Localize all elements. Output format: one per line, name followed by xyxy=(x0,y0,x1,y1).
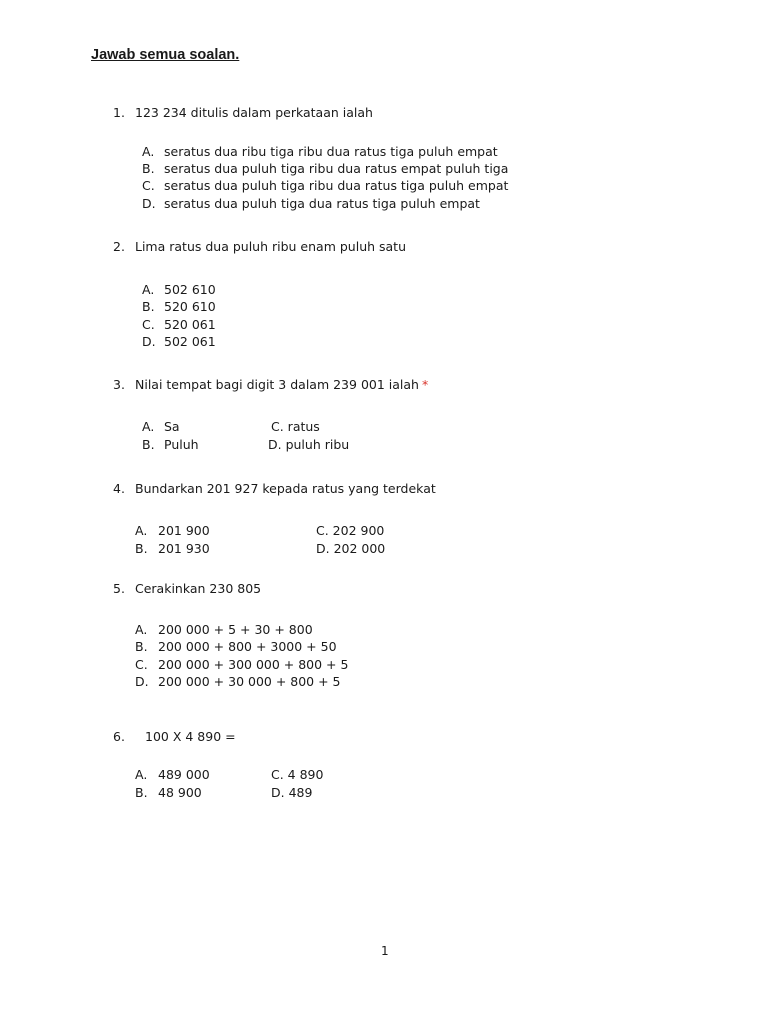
question-text: 123 234 ditulis dalam perkataan ialah xyxy=(135,105,373,120)
option-text: 48 900 xyxy=(158,785,202,800)
question-text: Cerakinkan 230 805 xyxy=(135,581,262,596)
question-text: Bundarkan 201 927 kepada ratus yang terdekat xyxy=(135,481,436,496)
option-right: D. 202 000 xyxy=(316,541,386,556)
option-text: Puluh xyxy=(164,437,199,452)
option-letter: A. xyxy=(142,419,155,434)
page-heading: Jawab semua soalan. xyxy=(91,47,240,63)
option-right: C. 4 890 xyxy=(271,767,324,782)
option-letter: A. xyxy=(135,622,148,637)
option-right: C. ratus xyxy=(271,419,320,434)
option-letter: B. xyxy=(142,161,155,176)
option-text: 502 061 xyxy=(164,334,216,349)
option-text: 200 000 + 800 + 3000 + 50 xyxy=(158,639,337,654)
option-letter: C. xyxy=(135,657,148,672)
option-text: 502 610 xyxy=(164,282,216,297)
option-letter: D. xyxy=(142,334,156,349)
option-letter: B. xyxy=(135,639,148,654)
question-text-line xyxy=(135,376,428,393)
option-letter: B. xyxy=(135,541,148,556)
question-text: 100 X 4 890 = xyxy=(145,729,236,744)
question-number: 6. xyxy=(113,729,125,744)
option-letter: B. xyxy=(142,299,155,314)
question-text: Lima ratus dua puluh ribu enam puluh satu xyxy=(135,239,407,254)
option-text: 489 000 xyxy=(158,767,210,782)
option-letter: D. xyxy=(135,674,149,689)
option-text: seratus dua ribu tiga ribu dua ratus tiga puluh empat xyxy=(164,144,498,159)
option-text: seratus dua puluh tiga ribu dua ratus empat puluh tiga xyxy=(164,161,509,176)
option-right: D. 489 xyxy=(271,785,313,800)
option-text: Sa xyxy=(164,419,180,434)
option-right: D. puluh ribu xyxy=(268,437,350,452)
question-number: 4. xyxy=(113,481,125,496)
option-text: seratus dua puluh tiga dua ratus tiga puluh empat xyxy=(164,196,480,211)
option-text: 200 000 + 5 + 30 + 800 xyxy=(158,622,313,637)
option-letter: A. xyxy=(135,767,148,782)
option-letter: C. xyxy=(142,317,155,332)
option-text: 200 000 + 300 000 + 800 + 5 xyxy=(158,657,349,672)
option-letter: B. xyxy=(142,437,155,452)
option-text: 200 000 + 30 000 + 800 + 5 xyxy=(158,674,341,689)
option-letter: D. xyxy=(142,196,156,211)
option-text: 201 930 xyxy=(158,541,210,556)
option-text: 520 610 xyxy=(164,299,216,314)
question-number: 1. xyxy=(113,105,125,120)
option-letter: A. xyxy=(142,282,155,297)
option-right: C. 202 900 xyxy=(316,523,385,538)
required-asterisk: * xyxy=(421,377,429,392)
question-number: 5. xyxy=(113,581,125,596)
option-letter: B. xyxy=(135,785,148,800)
option-letter: A. xyxy=(135,523,148,538)
option-text: seratus dua puluh tiga ribu dua ratus tiga puluh empat xyxy=(164,178,509,193)
option-letter: A. xyxy=(142,144,155,159)
option-text: 520 061 xyxy=(164,317,216,332)
question-number: 3. xyxy=(113,377,125,392)
question-text: Nilai tempat bagi digit 3 dalam 239 001 ialah xyxy=(135,377,419,392)
option-text: 201 900 xyxy=(158,523,210,538)
question-number: 2. xyxy=(113,239,125,254)
page-number: 1 xyxy=(381,944,389,958)
option-letter: C. xyxy=(142,178,155,193)
